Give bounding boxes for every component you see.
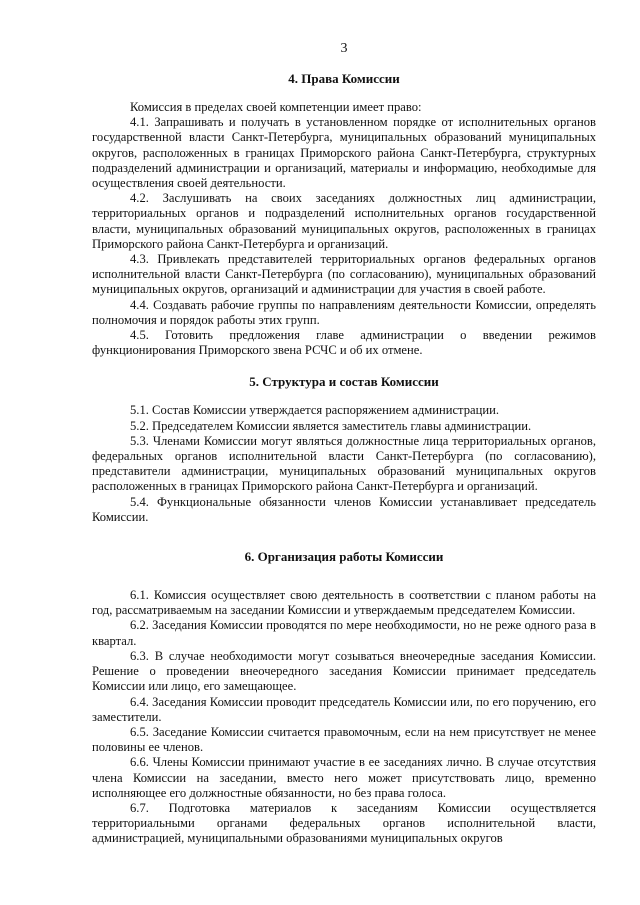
paragraph: 6.5. Заседание Комиссии считается правомочным, если на нем присутствует не менее половины ее членов.: [92, 724, 596, 755]
paragraph: 4.2. Заслушивать на своих заседаниях должностных лиц администрации, территориальных органов и подразделений исполнительных органов государственной власти, муниципальных образований муниципальных округов, расположенных в границах Приморского района Санкт-Петербурга и организаций.: [92, 191, 596, 251]
paragraph: 6.7. Подготовка материалов к заседаниям Комиссии осуществляется территориальными органами федеральных органов исполнительной власти, администрацией, муниципальными образованиями муниципальных округов: [92, 800, 596, 846]
paragraph: 6.3. В случае необходимости могут созываться внеочередные заседания Комиссии. Решение о проведении внеочередного заседания Комиссии принимает председатель Комиссии или лицо, его замещающее.: [92, 648, 596, 694]
paragraph: 4.5. Готовить предложения главе администрации о введении режимов функционирования Приморского звена РСЧС и об их отмене.: [92, 328, 596, 358]
paragraph: Комиссия в пределах своей компетенции имеет право:: [130, 100, 422, 114]
section-heading: 5. Структура и состав Комиссии: [249, 374, 439, 390]
paragraph: 6.1. Комиссия осуществляет свою деятельность в соответствии с планом работы на год, рассматриваемым на заседании Комиссии и утверждаемым председателем Комиссии.: [92, 588, 596, 618]
section-organization: [92, 549, 596, 846]
paragraph: 6.4. Заседания Комиссии проводит председатель Комиссии или, по его поручению, его заместители.: [92, 694, 596, 724]
paragraph: 6.6. Члены Комиссии принимают участие в ее заседаниях лично. В случае отсутствия члена Комиссии на заседании, вместо него может присутствовать лицо, временно исполняющее его должностные обязанности, но без права голоса.: [92, 755, 596, 800]
paragraph: 5.4. Функциональные обязанности членов Комиссии устанавливает председатель Комиссии.: [92, 494, 596, 524]
section-heading: 6. Организация работы Комиссии: [244, 549, 444, 565]
section-heading: 4. Права Комиссии: [288, 71, 400, 86]
paragraph: 4.4. Создавать рабочие группы по направлениям деятельности Комиссии, определять полномочия и порядок работы этих групп.: [92, 297, 596, 327]
paragraph: 4.1. Запрашивать и получать в установленном порядке от исполнительных органов государственной власти Санкт-Петербурга, муниципальных образований муниципальных округов, расположенных в границах Приморского района Санкт-Петербурга, структурных подразделений администрации и организаций, материалы и информацию, необходимые для осуществления своей деятельности.: [92, 115, 596, 191]
page-number: 3: [340, 41, 348, 56]
paragraph: 5.3. Членами Комиссии могут являться должностные лица территориальных органов, федеральных органов исполнительной власти Санкт-Петербурга (по согласованию), представители администрации, муниципальных образований муниципальных округов расположенных в границах Приморского района Санкт-Петербурга и организаций.: [92, 433, 596, 494]
paragraph: 5.1. Состав Комиссии утверждается распоряжением администрации.: [130, 403, 499, 418]
paragraph: 4.3. Привлекать представителей территориальных органов федеральных органов исполнительной власти Санкт-Петербурга (по согласованию), муниципальных образований муниципальных округов, организаций и администрации для участия в своей работе.: [92, 252, 596, 297]
section-rights: [92, 71, 596, 358]
paragraph: 6.2. Заседания Комиссии проводятся по мере необходимости, но не реже одного раза в квартал.: [92, 618, 596, 648]
paragraph: 5.2. Председателем Комиссии является заместитель главы администрации.: [130, 418, 532, 433]
section-structure: [92, 374, 596, 525]
